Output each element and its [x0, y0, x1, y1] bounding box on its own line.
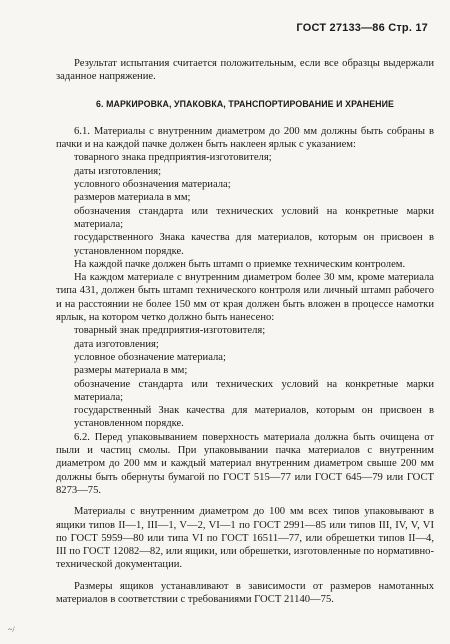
list-item: товарного знака предприятия-изготовителя; — [74, 152, 272, 164]
list-item: обозначения стандарта или технических условий на конкретные марки материала; — [74, 205, 434, 230]
list-item: размеров материала в мм; — [74, 192, 191, 204]
paragraph-6-1: 6.1. Материалы с внутренним диаметром до 200 мм должны быть собраны в пачки и на каждой пачке должен быть наклеен ярлык с указанием: — [56, 125, 434, 151]
list-item: условного обозначения материала; — [74, 179, 231, 191]
paragraph-test-result: Результат испытания считается положительным, если все образцы выдержали заданное напряжение. — [56, 58, 434, 83]
paragraph-box-sizes: Размеры ящиков устанавливают в зависимости от размеров намотанных материалов в соответствии с требованиями ГОСТ 21140—75. — [56, 580, 434, 605]
document-body — [56, 57, 434, 606]
page-header: ГОСТ 27133—86 Стр. 17 — [296, 22, 428, 34]
list-item: товарный знак предприятия-изготовителя; — [74, 325, 266, 337]
list-item: обозначение стандарта или технических условий на конкретные марки материала; — [74, 378, 434, 403]
page-corner-mark: ~/ — [8, 625, 15, 634]
paragraph-label: На каждом материале с внутренним диаметром более 30 мм, кроме материала типа 431, должен быть штамп технического контроля или личный штамп рабочего и на расстоянии не более 150 мм от края должен быть вложен в процессе намотки ярлык, на котором четко должно быть нанесено: — [56, 272, 434, 324]
list-item: дата изготовления; — [74, 338, 159, 350]
list-item: размеры материала в мм; — [74, 365, 188, 377]
list-item: государственного Знака качества для материалов, которым он присвоен в установленном порядке. — [74, 232, 434, 257]
list-item: даты изготовления; — [74, 165, 162, 177]
paragraph-stamp: На каждой пачке должен быть штамп о приемке техническим контролем. — [74, 258, 406, 270]
list-item: условное обозначение материала; — [74, 351, 226, 363]
section-heading: 6. МАРКИРОВКА, УПАКОВКА, ТРАНСПОРТИРОВАНИЕ И ХРАНЕНИЕ — [95, 98, 395, 109]
list-item: государственный Знак качества для материалов, которым он присвоен в установленном порядке. — [74, 405, 434, 430]
paragraph-packing: Материалы с внутренним диаметром до 100 мм всех типов упаковывают в ящики типов II—1, III—1, V—2, VI—1 по ГОСТ 2991—85 или типов III, IV, V, VI по ГОСТ 5959—80 или типа VI по ГОСТ 16511—77, или обрешетки типов II—4, III по ГОСТ 12082—82, или ящики, или обрешетки, изготовленные по нормативно-технической документации. — [56, 506, 434, 571]
paragraph-6-2: 6.2. Перед упаковыванием поверхность материала должна быть очищена от пыли и частиц смолы. При упаковывании пачка материалов с внутренним диаметром до 200 мм и каждый материал внутренним диаметром свыше 200 мм должны быть обернуты бумагой по ГОСТ 515—77 или ГОСТ 645—79 или ГОСТ 8273—75. — [56, 431, 434, 496]
